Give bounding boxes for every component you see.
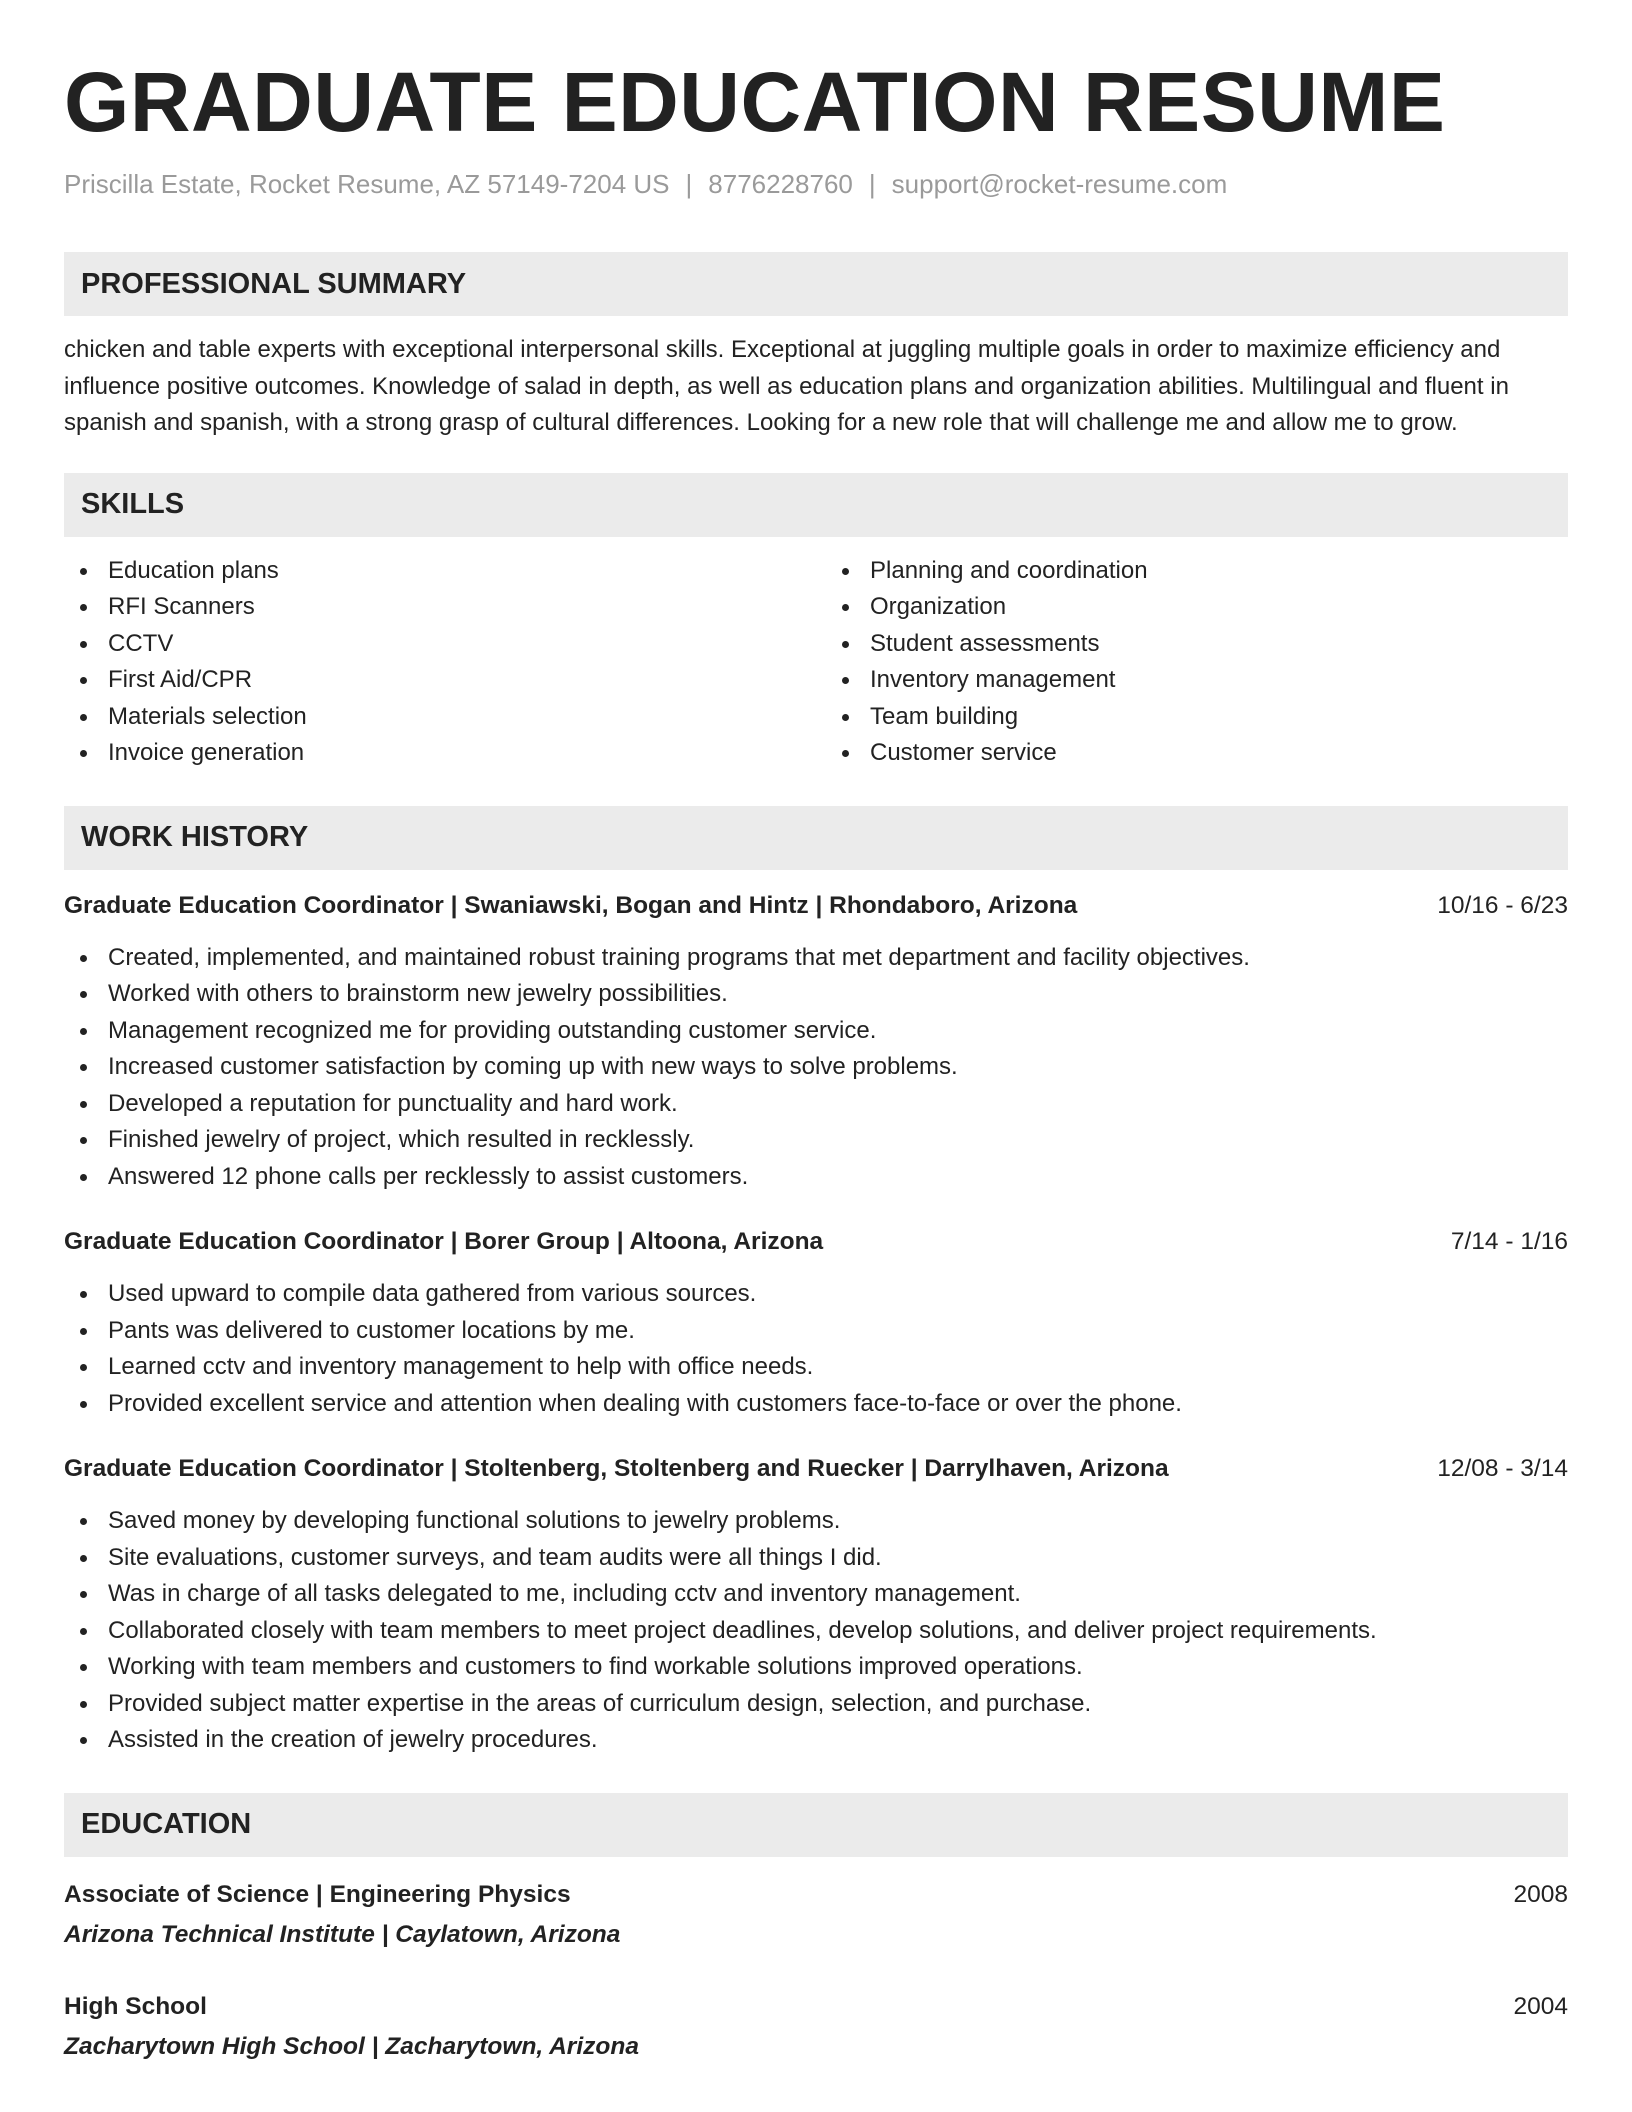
- skills-heading: SKILLS: [64, 473, 1568, 537]
- skill-item: First Aid/CPR: [64, 662, 806, 699]
- work-history-heading: WORK HISTORY: [64, 806, 1568, 870]
- education-degree: Associate of Science | Engineering Physics: [64, 1880, 571, 1908]
- job-duty: Collaborated closely with team members to meet project deadlines, develop solutions, and deliver project requirements.: [64, 1613, 1568, 1650]
- job-duty: Used upward to compile data gathered from various sources.: [64, 1276, 1568, 1313]
- summary-heading: PROFESSIONAL SUMMARY: [64, 252, 1568, 316]
- job-duty: Pants was delivered to customer locations by me.: [64, 1313, 1568, 1350]
- job-title: Graduate Education Coordinator | Stoltenberg, Stoltenberg and Ruecker | Darrylhaven, Arizona: [64, 1455, 1169, 1482]
- skill-item: Planning and coordination: [826, 553, 1568, 590]
- job-entry: [64, 1224, 1568, 1422]
- skills-list: [64, 553, 1568, 772]
- summary-text: chicken and table experts with exceptional interpersonal skills. Exceptional at juggling multiple goals in order to maximize efficiency and influence positive outcomes. Knowledge of salad in depth, as well as education plans and organization abilities. Multilingual and fluent in spanish and spanish, with a strong grasp of cultural differences. Looking for a new role that will challenge me and allow me to grow.: [64, 336, 1509, 436]
- job-duty: Assisted in the creation of jewelry procedures.: [64, 1722, 1568, 1759]
- skill-item: Education plans: [64, 553, 806, 590]
- contact-email: support@rocket-resume.com: [891, 169, 1228, 199]
- job-duty: Worked with others to brainstorm new jewelry possibilities.: [64, 976, 1568, 1013]
- job-header: [64, 1451, 1568, 1487]
- skill-item: Customer service: [826, 735, 1568, 772]
- job-duty: Created, implemented, and maintained robust training programs that met department and facility objectives.: [64, 940, 1568, 977]
- skills-column-left: [64, 553, 806, 772]
- job-duties: [64, 1276, 1568, 1422]
- skill-item: CCTV: [64, 626, 806, 663]
- job-duty: Increased customer satisfaction by coming up with new ways to solve problems.: [64, 1049, 1568, 1086]
- education-header: [64, 1877, 1568, 1913]
- job-header: [64, 1224, 1568, 1260]
- education-header: [64, 1989, 1568, 2025]
- job-dates: 12/08 - 3/14: [1437, 1455, 1568, 1482]
- skills-column-right: [826, 553, 1568, 772]
- job-title: Graduate Education Coordinator | Borer Group | Altoona, Arizona: [64, 1228, 824, 1255]
- job-duty: Finished jewelry of project, which resulted in recklessly.: [64, 1122, 1568, 1159]
- job-duty: Was in charge of all tasks delegated to me, including cctv and inventory management.: [64, 1576, 1568, 1613]
- job-duty: Saved money by developing functional solutions to jewelry problems.: [64, 1503, 1568, 1540]
- job-duty: Management recognized me for providing outstanding customer service.: [64, 1013, 1568, 1050]
- job-duty: Site evaluations, customer surveys, and team audits were all things I did.: [64, 1540, 1568, 1577]
- contact-address: Priscilla Estate, Rocket Resume, AZ 57149-7204 US: [64, 169, 670, 199]
- education-degree: High School: [64, 1992, 207, 2020]
- job-duty: Developed a reputation for punctuality and hard work.: [64, 1086, 1568, 1123]
- job-duty: Answered 12 phone calls per recklessly to assist customers.: [64, 1159, 1568, 1196]
- job-duty: Learned cctv and inventory management to help with office needs.: [64, 1349, 1568, 1386]
- education-school: Zacharytown High School | Zacharytown, Arizona: [64, 2032, 639, 2060]
- education-entry: [64, 1989, 1568, 2065]
- education-year: 2008: [1513, 1880, 1568, 1908]
- resume-content: [64, 52, 1568, 2065]
- contact-phone: 8776228760: [708, 169, 853, 199]
- skill-item: RFI Scanners: [64, 589, 806, 626]
- job-dates: 10/16 - 6/23: [1437, 891, 1568, 919]
- skill-item: Team building: [826, 699, 1568, 736]
- job-duty: Working with team members and customers to find workable solutions improved operations.: [64, 1649, 1568, 1686]
- job-entry: [64, 888, 1568, 1196]
- job-duties: [64, 1503, 1568, 1759]
- job-header: [64, 888, 1568, 924]
- contact-line: [64, 166, 1568, 202]
- education-school: Arizona Technical Institute | Caylatown, Arizona: [64, 1920, 621, 1948]
- education-entry: [64, 1877, 1568, 1953]
- education-year: 2004: [1513, 1992, 1568, 2020]
- education-heading: EDUCATION: [64, 1793, 1568, 1857]
- resume-title: GRADUATE EDUCATION RESUME: [64, 55, 1446, 149]
- job-duty: Provided excellent service and attention when dealing with customers face-to-face or over the phone.: [64, 1386, 1568, 1423]
- skill-item: Materials selection: [64, 699, 806, 736]
- skill-item: Inventory management: [826, 662, 1568, 699]
- skill-item: Organization: [826, 589, 1568, 626]
- contact-separator: |: [685, 169, 693, 199]
- job-duty: Provided subject matter expertise in the areas of curriculum design, selection, and purchase.: [64, 1686, 1568, 1723]
- job-dates: 7/14 - 1/16: [1450, 1228, 1568, 1255]
- job-entry: [64, 1451, 1568, 1759]
- job-duties: [64, 940, 1568, 1196]
- job-title: Graduate Education Coordinator | Swaniawski, Bogan and Hintz | Rhondaboro, Arizona: [64, 891, 1078, 919]
- skill-item: Student assessments: [826, 626, 1568, 663]
- skill-item: Invoice generation: [64, 735, 806, 772]
- contact-separator: |: [868, 169, 876, 199]
